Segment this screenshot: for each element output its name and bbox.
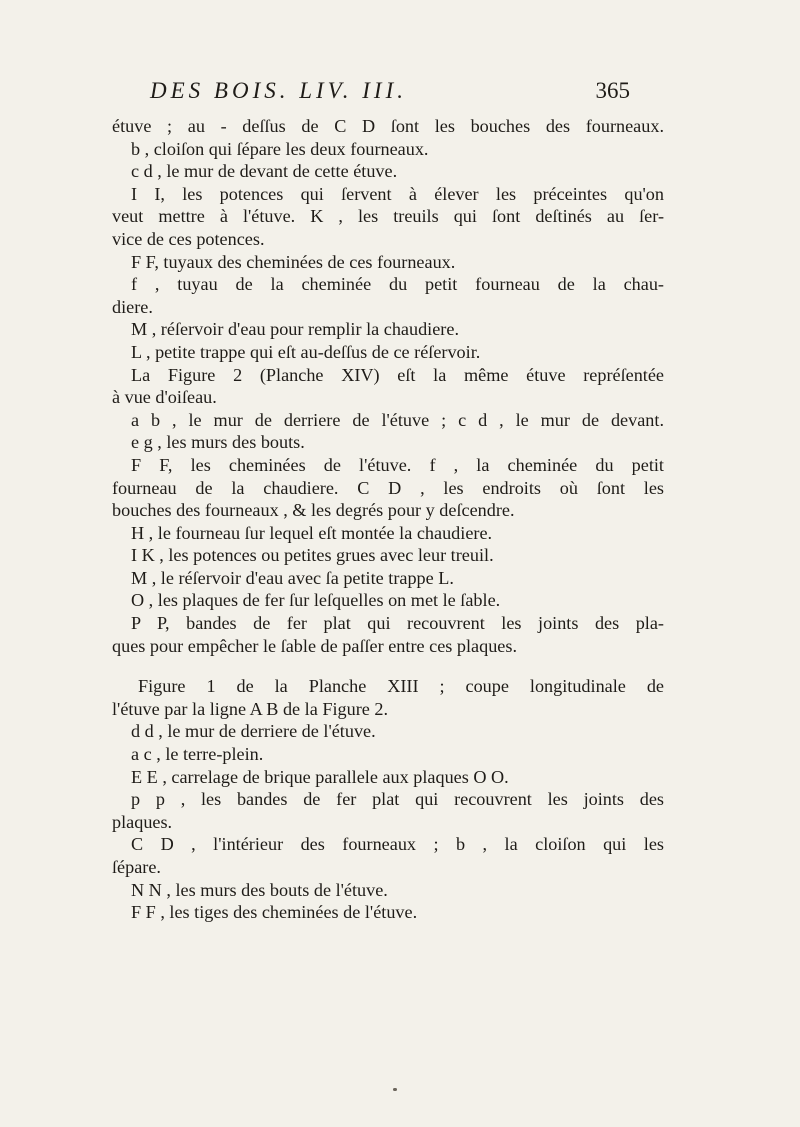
text-line: I I, les potences qui ſervent à élever les préceintes qu'on <box>131 183 664 204</box>
text-line: diere. <box>112 296 153 317</box>
text-line: P P, bandes de fer plat qui recouvrent les joints des pla- <box>131 613 664 634</box>
text-line: E E , carrelage de brique parallele aux plaques O O. <box>131 766 509 787</box>
text-line: plaques. <box>112 811 173 832</box>
paragraph-gap <box>112 657 664 675</box>
text-line: F F , les tiges des cheminées de l'étuve. <box>131 902 418 923</box>
text-line: étuve ; au - deſſus de C D ſont les bouches des fourneaux. <box>112 116 664 136</box>
text-line: F F, les cheminées de l'étuve. f , la cheminée du petit <box>131 454 664 475</box>
text-line: M , le réſervoir d'eau avec ſa petite trappe L. <box>131 567 454 588</box>
page-number: 365 <box>595 78 630 103</box>
body-text <box>112 115 664 924</box>
text-line: La Figure 2 (Planche XIV) eſt la même étuve repréſentée <box>131 364 664 385</box>
text-line: O , les plaques de fer ſur leſquelles on met le ſable. <box>131 590 501 611</box>
ink-speck <box>393 1088 397 1091</box>
text-line: p p , les bandes de fer plat qui recouvrent les joints des <box>131 789 664 810</box>
running-title: DES BOIS. LIV. III. <box>150 78 407 103</box>
text-line: ſépare. <box>112 857 161 877</box>
text-line: C D , l'intérieur des fourneaux ; b , la cloiſon qui les <box>131 834 664 855</box>
text-line: Figure 1 de la Planche XIII ; coupe longitudinale de <box>138 676 664 697</box>
text-line: M , réſervoir d'eau pour remplir la chaudiere. <box>131 319 459 340</box>
text-line: fourneau de la chaudiere. C D , les endroits où ſont les <box>112 477 664 498</box>
text-line: d d , le mur de derriere de l'étuve. <box>131 721 376 742</box>
text-line: à vue d'oiſeau. <box>112 387 217 408</box>
text-line: f , tuyau de la cheminée du petit fourneau de la chau- <box>131 274 664 295</box>
text-line: vice de ces potences. <box>112 228 265 249</box>
text-line: e g , les murs des bouts. <box>131 432 305 453</box>
text-line: b , cloiſon qui ſépare les deux fourneaux. <box>131 138 429 159</box>
text-line: H , le fourneau ſur lequel eſt montée la chaudiere. <box>131 522 493 543</box>
text-line: c d , le mur de devant de cette étuve. <box>131 161 398 182</box>
text-line: ques pour empêcher le ſable de paſſer entre ces plaques. <box>112 635 517 656</box>
text-line: L , petite trappe qui eſt au-deſſus de ce réſervoir. <box>131 341 481 362</box>
text-line: veut mettre à l'étuve. K , les treuils qui ſont deſtinés au ſer- <box>112 206 664 227</box>
page-header <box>150 78 630 112</box>
text-line: N N , les murs des bouts de l'étuve. <box>131 879 388 900</box>
text-line: bouches des fourneaux , & les degrés pour y deſcendre. <box>112 500 515 521</box>
text-line: F F, tuyaux des cheminées de ces fourneaux. <box>131 251 456 272</box>
text-line: l'étuve par la ligne A B de la Figure 2. <box>112 698 389 719</box>
text-line: a b , le mur de derriere de l'étuve ; c d , le mur de devant. <box>131 409 664 430</box>
text-line: a c , le terre-plein. <box>131 744 264 765</box>
text-line: I K , les potences ou petites grues avec leur treuil. <box>131 545 494 566</box>
